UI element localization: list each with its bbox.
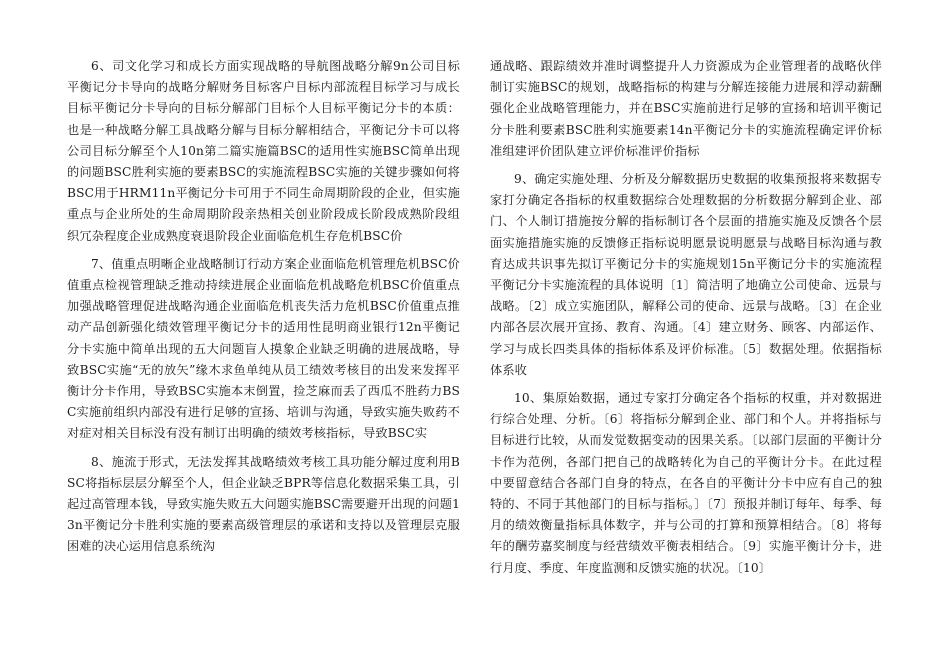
paragraph-6: 6、司文化学习和成长方面实现战略的导航图战略分解9n公司目标平衡记分卡导向的战略分解财务目标客户目标内部流程目标学习与成长目标平衡记分卡导向的目标分解部门目标个人目标平衡记分卡的本质：也是一种战略分解工具战略分解与目标分解相结合，平衡记分卡可以将公司目标分解至个人10n第二篇实施篇BSC的适用性实施BSC简单出现的问题BSC胜利实施的要素BSC的实施流程BSC实施的关键步骤如何将BSC用于HRM11n平衡记分卡可用于不同生命周期阶段的企业，但实施重点与企业所处的生命周期阶段亲热相关创业阶段成长阶段成熟阶段组织冗杂程度企业成熟度衰退阶段企业面临危机生存危机BSC价 [67,59,460,243]
paragraph-10: 10、集原始数据，通过专家打分确定各个指标的权重，并对数据进行综合处理、分析。〔6〕将指标分解到企业、部门和个人。并将指标与目标进行比较，从而发觉数据变动的因果关系。〔以部门层面的平衡计分卡作为范例，各部门把自己的战略转化为自己的平衡计分卡。在此过程中要留意结合各部门自身的特点，在各自的平衡计分卡中应有自己的独特的、不同于其他部门的目标与指标。〕〔7〕预报并制订每年、每季、每月的绩效衡量指标具体数字，并与公司的打算和预算相结合。〔8〕将每年的酬劳嘉奖制度与经营绩效平衡表相结合。〔9〕实施平衡计分卡，进行月度、季度、年度监测和反馈实施的状况。〔10〕 [490,391,882,575]
right-text-column [490,56,882,586]
left-text-column [67,56,460,565]
paragraph-7: 7、值重点明晰企业战略制订行动方案企业面临危机管理危机BSC价值重点检视管理缺乏推动持续进展企业面临危机战略危机BSC价值重点加强战略管理促进战略沟通企业面临危机丧失活力危机BSC价值重点推动产品创新强化绩效管理平衡记分卡的适用性昆明商业银行12n平衡记分卡实施中简单出现的五大问题盲人摸象企业缺乏明确的进展战略，导致BSC实施“无的放矢”缘木求鱼单纯从员工绩效考核目的出发来发挥平衡计分卡作用，导致BSC实施本末倒置，捡芝麻而丢了西瓜不胜药力BSC实施前组织内部没有进行足够的宣扬、培训与沟通，导致实施失败药不对症对相关目标没有没有制订出明确的绩效考核指标，导致BSC实 [67,256,460,441]
paragraph-9: 9、确定实施处理、分析及分解数据历史数据的收集预报将来数据专家打分确定各指标的权重数据综合处理数据的分析数据分解到企业、部门、个人制订措施按分解的指标制订各个层面的措施实施及反馈各个层面实施措施实施的反馈修正指标说明愿景说明愿景与战略目标沟通与教育达成共识事先拟订平衡记分卡的实施规划15n平衡记分卡的实施流程平衡记分卡实施流程的具体说明〔1〕简洁明了地确立公司使命、远景与战略。〔2〕成立实施团队，解释公司的使命、远景与战略。〔3〕在企业内部各层次展开宣扬、教育、沟通。〔4〕建立财务、顾客、内部运作、学习与成长四类具体的指标体系及评价标准。〔5〕数据处理。依据指标体系收 [490,172,882,377]
paragraph-8-continued: 通战略、跟踪绩效并准时调整提升人力资源成为企业管理者的战略伙伴制订实施BSC的规划，战略指标的构建与分解连接能力进展和浮动薪酬强化企业战略管理能力，并在BSC实施前进行足够的宣扬和培训平衡记分卡胜利要素BSC胜利实施要素14n平衡记分卡的实施流程确定评价标准组建评价团队建立评价标准评价指标 [490,59,882,158]
paragraph-8: 8、施流于形式，无法发挥其战略绩效考核工具功能分解过度利用BSC将指标层层分解至个人，但企业缺乏BPR等信息化数据采集工具，引起过高管理本钱，导致实施失败五大问题实施BSC需要避开出现的问题13n平衡记分卡胜利实施的要素高级管理层的承诺和支持以及管理层克服困难的决心运用信息系统沟 [67,454,460,554]
